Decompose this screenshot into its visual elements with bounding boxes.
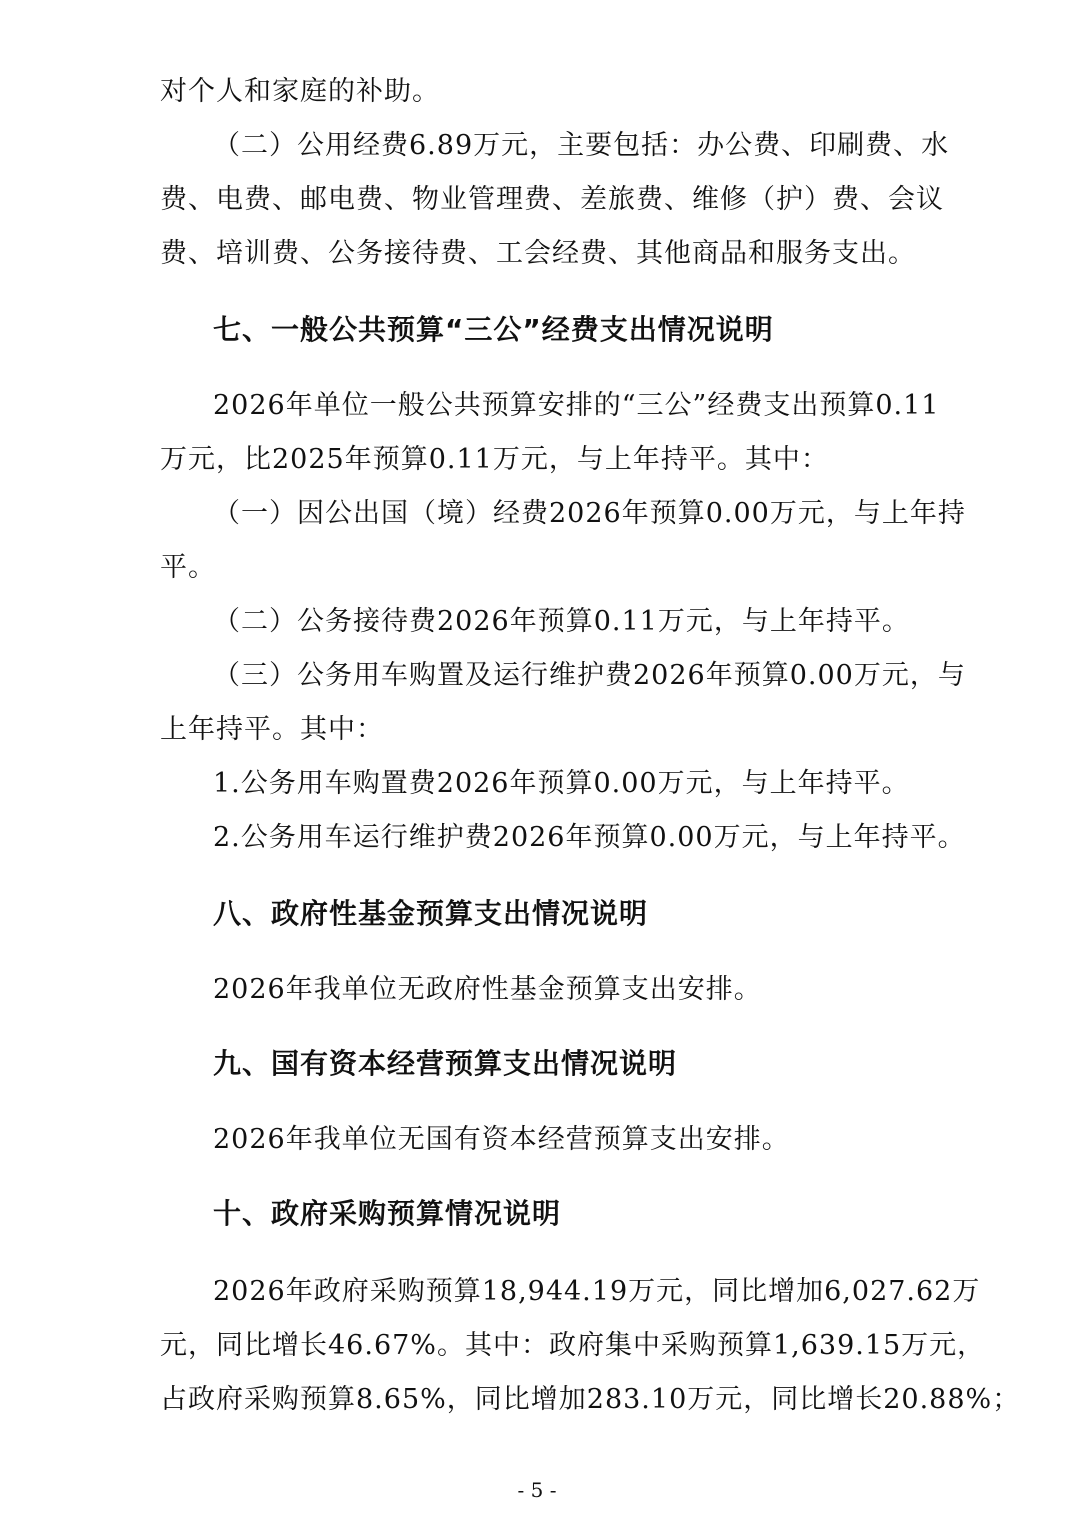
body-line: 占政府采购预算8.65%，同比增加283.10万元，同比增长20.88%；	[160, 1384, 1021, 1415]
body-line: 元，同比增长46.67%。其中：政府集中采购预算1,639.15万元，	[160, 1330, 986, 1361]
body-line: （一）因公出国（境）经费2026年预算0.00万元，与上年持	[213, 498, 966, 529]
body-line: 2026年单位一般公共预算安排的“三公”经费支出预算0.11	[213, 390, 940, 421]
body-line: 费、电费、邮电费、物业管理费、差旅费、维修（护）费、会议	[160, 184, 944, 215]
body-line: 费、培训费、公务接待费、工会经费、其他商品和服务支出。	[160, 238, 916, 269]
section-heading-8: 八、政府性基金预算支出情况说明	[213, 897, 649, 930]
body-line: （二）公务接待费2026年预算0.11万元，与上年持平。	[213, 606, 910, 637]
body-line: 2.公务用车运行维护费2026年预算0.00万元，与上年持平。	[213, 822, 966, 853]
body-line: 2026年我单位无国有资本经营预算支出安排。	[213, 1124, 790, 1155]
section-heading-10: 十、政府采购预算情况说明	[213, 1197, 562, 1230]
section-heading-7: 七、一般公共预算“三公”经费支出情况说明	[213, 313, 774, 346]
section-heading-9: 九、国有资本经营预算支出情况说明	[213, 1047, 678, 1080]
body-line: 上年持平。其中：	[160, 714, 384, 745]
page-number: - 5 -	[517, 1478, 557, 1502]
body-line: 平。	[160, 552, 216, 583]
body-line: 万元，比2025年预算0.11万元，与上年持平。其中：	[160, 444, 829, 475]
body-line: 2026年政府采购预算18,944.19万元，同比增加6,027.62万	[213, 1276, 981, 1307]
body-line: 对个人和家庭的补助。	[160, 76, 440, 107]
body-line: （三）公务用车购置及运行维护费2026年预算0.00万元，与	[213, 660, 966, 691]
body-line: 2026年我单位无政府性基金预算支出安排。	[213, 974, 762, 1005]
body-line: 1.公务用车购置费2026年预算0.00万元，与上年持平。	[213, 768, 910, 799]
body-line: （二）公用经费6.89万元，主要包括：办公费、印刷费、水	[213, 130, 950, 161]
